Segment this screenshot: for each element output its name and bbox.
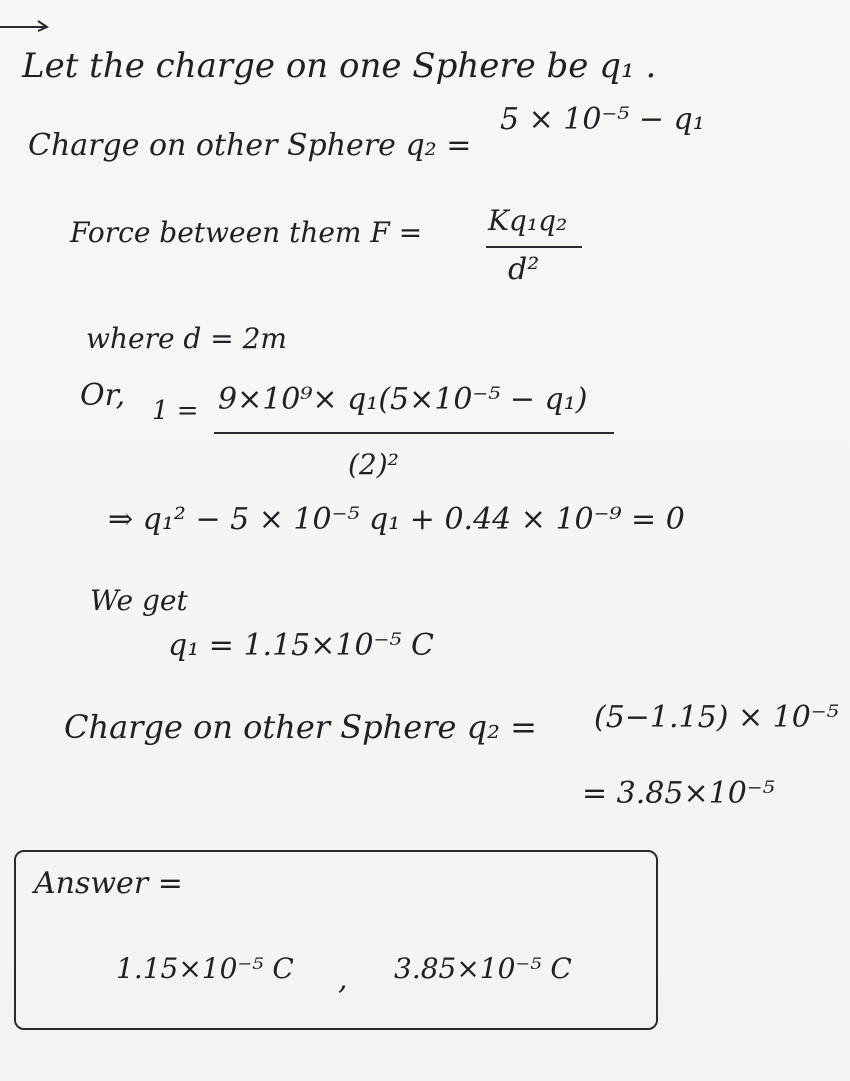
force-numerator: Kq₁q₂ [488,204,568,237]
arrow-mark-icon [0,18,52,32]
line-or: Or, [80,378,126,413]
line-charge-other-sphere-label: Charge on other Sphere q₂ = [28,128,472,163]
answer-separator: , [338,962,348,997]
line-charge-other-sphere-2-expr: (5−1.15) × 10⁻⁵ [594,700,839,735]
equation-fraction-bar [214,432,614,434]
equation-numerator: 9×10⁹× q₁(5×10⁻⁵ − q₁) [218,382,588,417]
line-let-charge: Let the charge on one Sphere be q₁ . [22,46,657,86]
line-q1-result: q₁ = 1.15×10⁻⁵ C [168,628,434,663]
equation-denominator: (2)² [348,448,399,481]
line-where-d: where d = 2m [86,322,287,355]
line-q2-result: = 3.85×10⁻⁵ [582,776,775,811]
line-charge-other-sphere-expr: 5 × 10⁻⁵ − q₁ [500,102,705,137]
answer-value-q1: 1.15×10⁻⁵ C [116,952,294,985]
force-denominator: d² [508,252,540,287]
line-force-label: Force between them F = [70,216,423,249]
force-fraction-bar [486,246,582,248]
equation-lhs: 1 = [152,396,199,426]
answer-value-q2: 3.85×10⁻⁵ C [394,952,572,985]
line-charge-other-sphere-2-label: Charge on other Sphere q₂ = [64,708,537,746]
answer-box [14,850,658,1030]
line-we-get: We get [90,584,188,617]
answer-label: Answer = [34,866,183,901]
line-quadratic: ⇒ q₁² − 5 × 10⁻⁵ q₁ + 0.44 × 10⁻⁹ = 0 [108,502,685,537]
